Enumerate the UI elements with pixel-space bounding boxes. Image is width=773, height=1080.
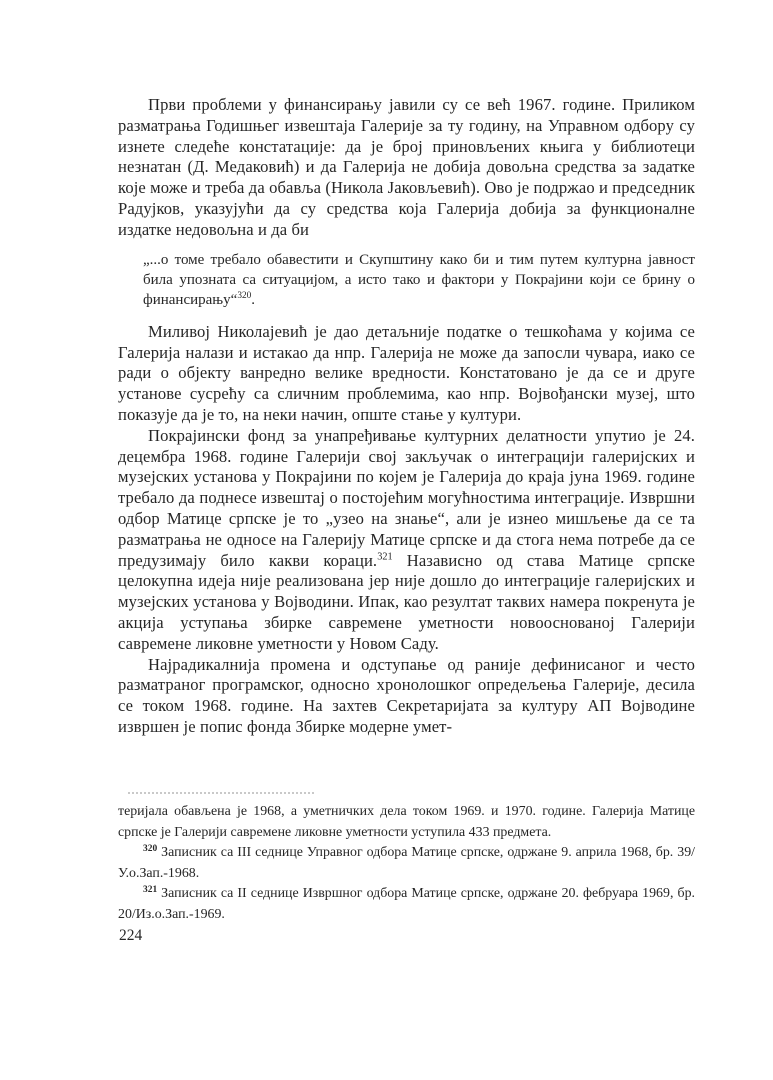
paragraph-1-text: Први проблеми у финансирању јавили су се већ 1967. године. Приликом разматрања Годишњег извештаја Галерије за ту годину, на Управном одбору су изнете следеће констатације: да је број приновљених књига у библиотеци незнатан (Д. Медаковић) и да Галерија не добија довољна средства за задатке које може и треба да обавља (Никола Јаковљевић). Ово је подржао и председник Радујков, указујући да су средства која Галерија добија за функционалне издатке недовољна и да би bbox=[118, 95, 695, 239]
footnote-321 bbox=[118, 884, 695, 925]
paragraph-3-text-before: Покрајински фонд за унапређивање културних делатности упутио је 24. децембра 1968. године Галерији свој закључак о интеграцији галеријских и музејских установа у Покрајини по којем је Галерија до краја јуна 1969. године требало да поднесе извештај о постојећим могућностима интеграције. Извршни одбор Матице српске је то „узео на знање“, али је изнео мишљење да се та разматрања не односе на Галерију Матице српске и да стога нема потребе да се предузимају било какви кораци. bbox=[118, 425, 695, 570]
footnote-ref-321: 321 bbox=[377, 551, 393, 563]
block-quote bbox=[143, 250, 695, 311]
footnote-separator bbox=[128, 792, 314, 794]
footnote-ref-320: 320 bbox=[237, 291, 252, 302]
footnote-continuation bbox=[118, 802, 695, 843]
footnote-321-text: Записник са II седнице Извршног одбора Матице српске, одржане 20. фебруара 1969, бр. 20/Из.о.Зап.-1969. bbox=[118, 886, 695, 922]
paragraph-3-text-after: Назависно од става Матице српске целокупна идеја није реализована јер није дошло до интеграције галеријских и музејских установа у Војводини. Ипак, као резултат таквих намера покренута је акција уступања збирке савремене уметности новооснованој Галерији савремене ликовне уметности у Новом Саду. bbox=[118, 550, 695, 653]
body-text bbox=[118, 95, 695, 738]
paragraph-2 bbox=[118, 322, 695, 426]
footnote-320-text: Записник са III седнице Управног одбора Матице српске, одржане 9. априла 1968, бр. 39/У.о.Зап.-1968. bbox=[118, 845, 695, 881]
footnote-320 bbox=[118, 843, 695, 884]
quote-period: . bbox=[251, 292, 256, 309]
paragraph-1 bbox=[118, 95, 695, 241]
paragraph-2-text: Миливој Николајевић је дао детаљније податке о тешкоћама у којима се Галерија налази и истакао да нпр. Галерија не може да запосли чувара, иако се ради о објекту ванредно велике вредности. Констатовано је да се и друге установе сусрећу са сличним проблемима, као нпр. Војвођански музеј, што показује да је то, на неки начин, опште стање у култури. bbox=[118, 321, 695, 424]
paragraph-4 bbox=[118, 655, 695, 738]
footnote-321-number: 321 bbox=[143, 884, 158, 895]
footnote-320-number: 320 bbox=[143, 843, 158, 854]
quote-text: „...о томе требало обавестити и Скупштину како би и тим путем културна јавност била упозната са ситуацијом, а исто тако и фактори у Покрајини који се брину о финансирању“ bbox=[143, 251, 695, 309]
footnote-continuation-text: теријала обављена је 1968, а уметничких дела током 1969. и 1970. године. Галерија Матице српске је Галерији савремене ликовне уметности уступила 433 предмета. bbox=[118, 804, 695, 840]
paragraph-4-text: Најрадикалнија промена и одступање од раније дефинисаног и често разматраног програмског, односно хронолошког опредељења Галерије, десила се током 1968. године. На захтев Секретаријата за културу АП Војводине извршен је попис фонда Збирке модерне умет- bbox=[118, 654, 695, 736]
footnotes-block bbox=[118, 802, 695, 926]
paragraph-3 bbox=[118, 426, 695, 655]
page-number: 224 bbox=[119, 927, 143, 944]
